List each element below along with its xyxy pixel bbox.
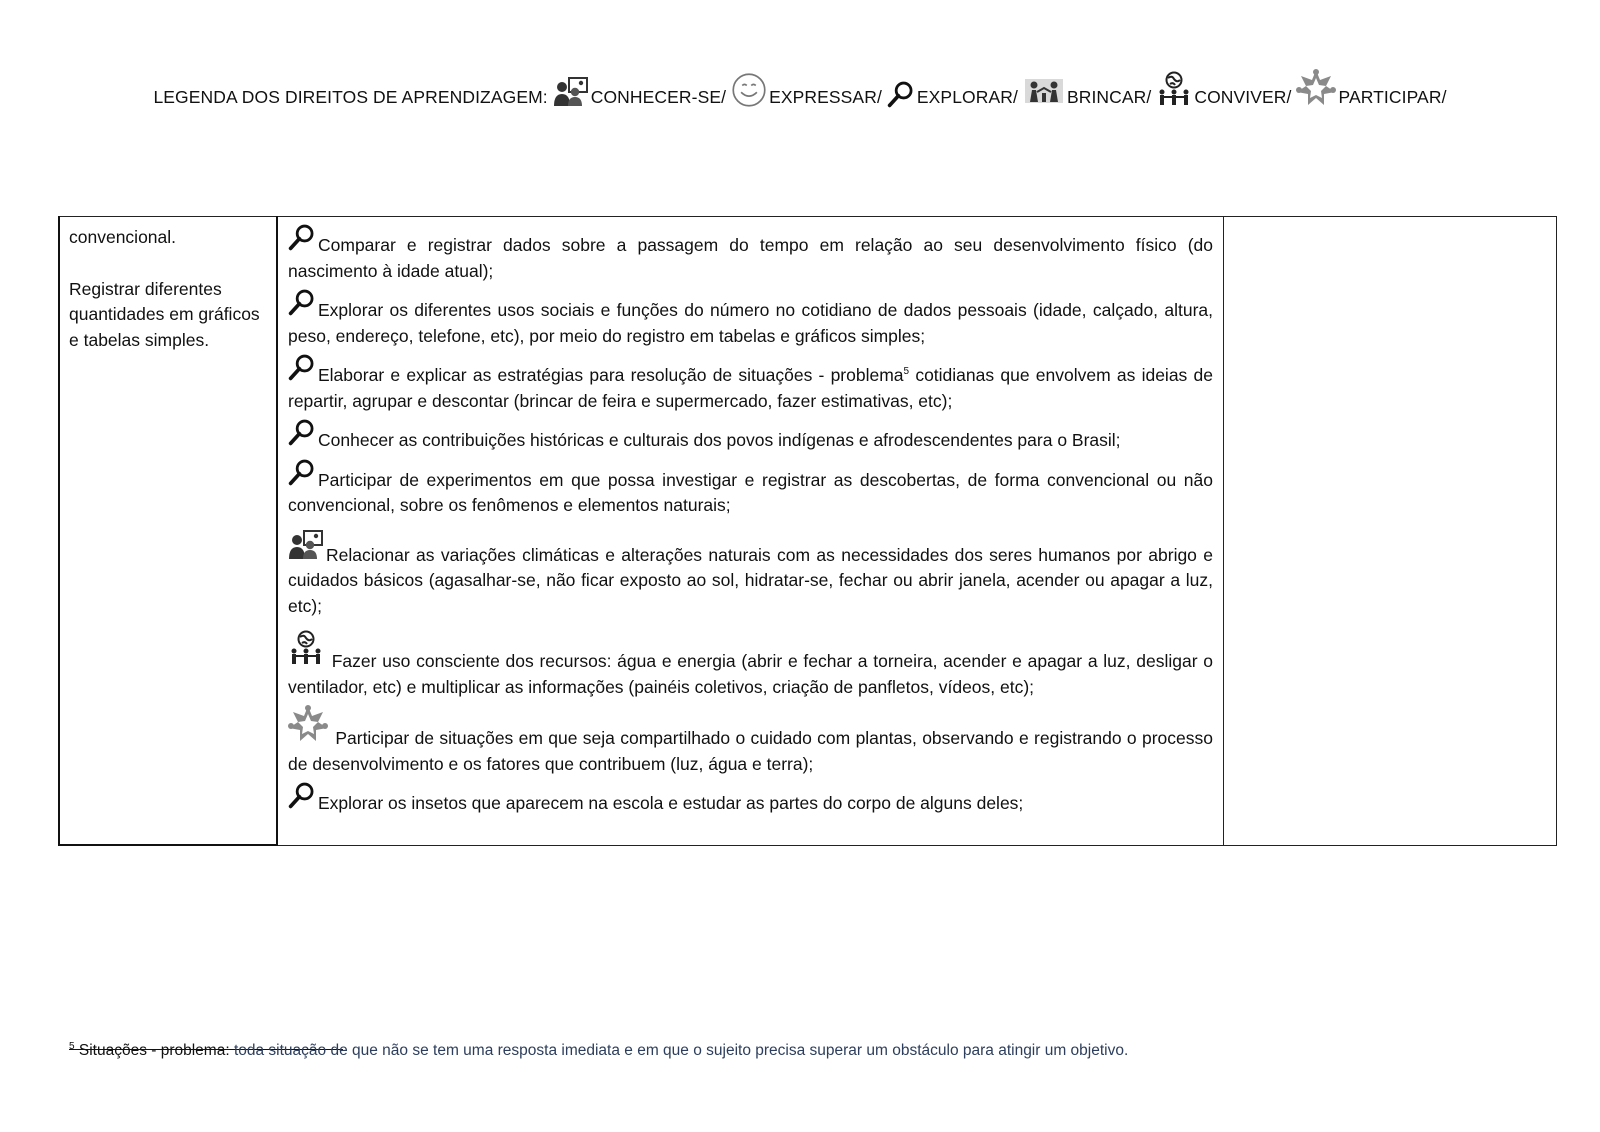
legend-label: PARTICIPAR/ — [1338, 87, 1447, 107]
participation-star-icon — [288, 704, 328, 744]
activity-text: Comparar e registrar dados sobre a passagem do tempo em relação ao seu desenvolvimento físico (do nascimento à idade atual); — [288, 235, 1213, 281]
activities-cell — [277, 217, 1224, 846]
activity-item — [288, 629, 1213, 700]
activity-text: Fazer uso consciente dos recursos: água e energia (abrir e fechar a torneira, acender e apagar a luz, desligar o ventilador, etc) e multiplicar as informações (painéis coletivos, criação de panfletos, vídeos, etc); — [288, 651, 1213, 697]
footnote-ref: 5 — [903, 366, 910, 378]
people-board-icon — [553, 76, 589, 108]
legend-item-expressar — [731, 72, 882, 108]
legend-label: BRINCAR/ — [1066, 87, 1152, 107]
objective-text: Registrar diferentes quantidades em gráficos e tabelas simples. — [69, 278, 260, 350]
magnifier-icon — [288, 781, 316, 809]
activity-item — [288, 704, 1213, 777]
magnifier-icon — [288, 353, 316, 381]
footnote-term: Situações - problema: — [74, 1042, 230, 1059]
activity-text: Conhecer as contribuições históricas e culturais dos povos indígenas e afrodescendentes para o Brasil; — [318, 430, 1121, 450]
magnifier-icon — [288, 458, 316, 486]
rights-legend — [0, 68, 1600, 108]
table-row — [59, 217, 1557, 846]
children-playing-icon — [1023, 76, 1065, 108]
footnote-definition: toda situação de que não se tem uma resposta imediata e em que o sujeito precisa superar um obstáculo para atingir um objetivo. — [229, 1042, 1129, 1059]
activity-text: Participar de situações em que seja compartilhado o cuidado com plantas, observando e registrando o processo de desenvolvimento e os fatores que contribuem (luz, água e terra); — [288, 728, 1213, 774]
legend-label: EXPLORAR/ — [916, 87, 1018, 107]
participation-star-icon — [1296, 68, 1336, 108]
activity-text: Elaborar e explicar as estratégias para resolução de situações - problema — [318, 365, 904, 385]
activity-item — [288, 353, 1213, 414]
activity-text: Relacionar as variações climáticas e alterações naturais com as necessidades dos seres humanos por abrigo e cuidados básicos (agasalhar-se, não ficar exposto ao sol, hidratar-se, fechar ou abrir janela, acender ou apagar a luz, etc); — [288, 544, 1213, 616]
globe-people-icon — [288, 629, 324, 667]
activity-item — [288, 418, 1213, 454]
objective-text: convencional. — [69, 227, 177, 247]
legend-item-conviver — [1156, 70, 1291, 108]
legend-label: CONVIVER/ — [1194, 87, 1292, 107]
legend-item-explorar — [887, 80, 1018, 108]
content-table — [58, 216, 1557, 846]
magnifier-icon — [288, 288, 316, 316]
activity-item — [288, 458, 1213, 519]
legend-item-conhecer — [553, 76, 726, 108]
magnifier-icon — [887, 80, 915, 108]
activity-text: Explorar os diferentes usos sociais e funções do número no cotidiano de dados pessoais (idade, calçado, altura, peso, endereço, telefone, etc), por meio do registro em tabelas e gráficos simples; — [288, 300, 1213, 346]
legend-label: EXPRESSAR/ — [769, 87, 882, 107]
activity-text: cotidianas que envolvem as ideias de repartir, agrupar e descontar (brincar de feira e supermercado, fazer estimativas, etc); — [288, 365, 1213, 411]
empty-cell — [1224, 217, 1557, 846]
smiley-icon — [731, 72, 767, 108]
activity-item — [288, 223, 1213, 284]
activity-text: Participar de experimentos em que possa investigar e registrar as descobertas, de forma convencional ou não convencional, sobre os fenômenos e elementos naturais; — [288, 469, 1213, 515]
objectives-cell — [59, 217, 277, 846]
globe-people-icon — [1156, 70, 1192, 108]
people-board-icon — [288, 529, 324, 561]
magnifier-icon — [288, 418, 316, 446]
legend-prefix: LEGENDA DOS DIREITOS DE APRENDIZAGEM: — [153, 87, 548, 107]
activity-item — [288, 529, 1213, 620]
magnifier-icon — [288, 223, 316, 251]
footnote-number: 5 — [69, 1040, 75, 1052]
activity-text: Explorar os insetos que aparecem na escola e estudar as partes do corpo de alguns deles; — [318, 793, 1024, 813]
legend-item-brincar — [1023, 76, 1151, 108]
footnote — [69, 1042, 1128, 1060]
legend-item-participar — [1296, 68, 1446, 108]
activity-item — [288, 288, 1213, 349]
activity-item — [288, 781, 1213, 817]
legend-label: CONHECER-SE/ — [590, 87, 727, 107]
